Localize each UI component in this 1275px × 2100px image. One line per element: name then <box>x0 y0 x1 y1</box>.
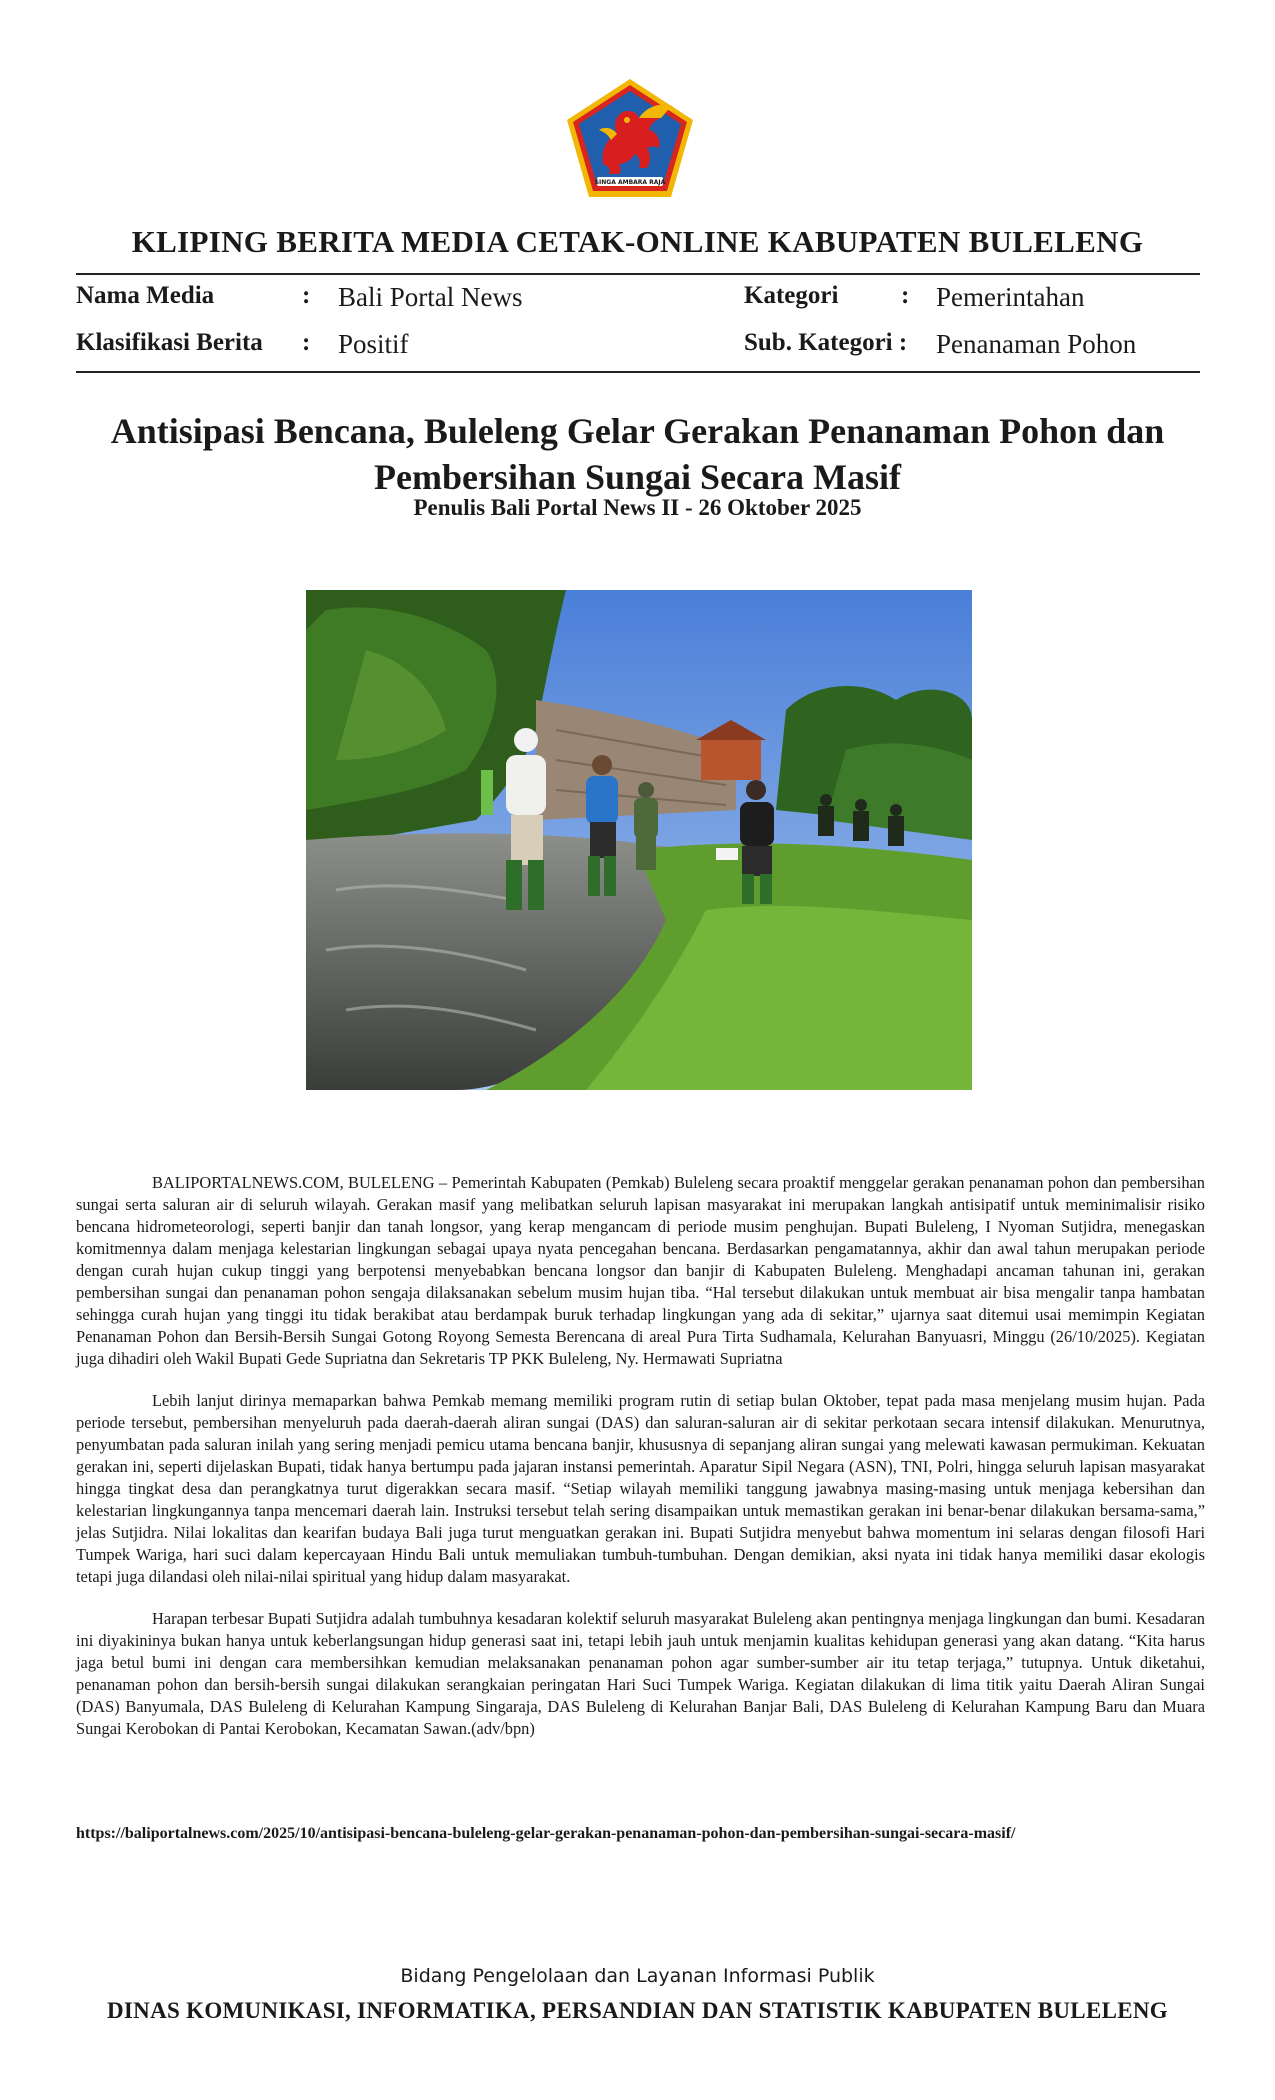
footer-subtitle: Bidang Pengelolaan dan Layanan Informasi Publik <box>400 1965 875 1987</box>
subkategori-label: Sub. Kategori : <box>744 329 908 356</box>
media-colon: : <box>302 282 311 309</box>
kategori-colon: : <box>901 282 910 309</box>
meta-row-2 <box>76 327 1200 363</box>
buleleng-emblem-icon <box>563 76 697 200</box>
article-paragraph-1: BALIPORTALNEWS.COM, BULELENG – Pemerintah Kabupaten (Pemkab) Buleleng secara proaktif menggelar gerakan penanaman pohon dan pembersihan sungai serta saluran air di seluruh wilayah. Gerakan masif yang melibatkan seluruh lapisan masyarakat ini merupakan langkah antisipatif untuk meminimalisir risiko bencana hidrometeorologi, seperti banjir dan tanah longsor, yang kerap mengancam di periode musim penghujan. Bupati Buleleng, I Nyoman Sutjidra, menegaskan komitmennya dalam menjaga kelestarian lingkungan sebagai upaya nyata pencegahan bencana. Berdasarkan pengamatannya, akhir dan awal tahun merupakan periode dengan curah hujan cukup tinggi yang berpotensi menyebabkan bencana longsor dan banjir di Kabupaten Buleleng. Menghadapi ancaman tahunan ini, gerakan pembersihan sungai dan penanaman pohon sengaja dilaksanakan sebelum musim hujan tiba. “Hal tersebut dilakukan untuk membuat air bisa mengalir tanpa hambatan sehingga curah hujan yang tinggi itu tidak berakibat atau berdampak buruk terhadap lingkungan yang ada di sekitar,” ujarnya saat ditemui usai memimpin Kegiatan Penanaman Pohon dan Bersih-Bersih Sungai Gotong Royong Semesta Berencana di areal Pura Tirta Sudhamala, Kelurahan Banyuasri, Minggu (26/10/2025). Kegiatan juga dihadiri oleh Wakil Bupati Gede Supriatna dan Sekretaris TP PKK Buleleng, Ny. Hermawati Supriatna <box>76 1173 1205 1368</box>
article-paragraph-3: Harapan terbesar Bupati Sutjidra adalah tumbuhnya kesadaran kolektif seluruh masyarakat Buleleng akan pentingnya menjaga lingkungan dan bumi. Kesadaran ini diyakininya bukan hanya untuk keberlangsungan hidup generasi saat ini, tetapi lebih jauh untuk menjamin kualitas kehidupan generasi yang akan datang. “Kita harus jaga betul bumi ini dengan cara membersihkan kemudian melaksanakan penanaman pohon agar sumber-sumber air itu tetap terjaga,” tutupnya. Untuk diketahui, penanaman pohon dan bersih-bersih sungai dilakukan serangkaian peringatan Hari Suci Tumpek Wariga. Kegiatan dilakukan di lima titik yaitu Daerah Aliran Sungai (DAS) Banyumala, DAS Buleleng di Kelurahan Kampung Singaraja, DAS Buleleng di Kelurahan Banjar Bali, DAS Buleleng di Kelurahan Kampung Baru dan Muara Sungai Kerobokan di Pantai Kerobokan, Kecamatan Sawan.(adv/bpn) <box>76 1609 1205 1738</box>
media-value: Bali Portal News <box>338 282 523 312</box>
subkategori-value: Penanaman Pohon <box>936 329 1137 359</box>
article-byline: Penulis Bali Portal News II - 26 Oktober 2025 <box>413 495 862 520</box>
meta-row-1 <box>76 280 1200 316</box>
article-headline: Antisipasi Bencana, Buleleng Gelar Gerakan Penanaman Pohon dan Pembersihan Sungai Secara Masif <box>110 411 1165 497</box>
top-divider <box>76 273 1200 275</box>
river-cleanup-photo-icon <box>306 590 972 1090</box>
article-photo <box>306 590 972 1090</box>
kliping-title: KLIPING BERITA MEDIA CETAK-ONLINE KABUPATEN BULELENG <box>131 224 1144 259</box>
buleleng-emblem-logo <box>563 76 697 200</box>
kategori-label: Kategori <box>744 282 839 309</box>
article-body <box>76 1172 1205 1760</box>
footer-agency: DINAS KOMUNIKASI, INFORMATIKA, PERSANDIAN DAN STATISTIK KABUPATEN BULELENG <box>107 1998 1168 2023</box>
emblem-motto: SINGA AMBARA RAJA <box>594 179 666 186</box>
media-label: Nama Media <box>76 282 215 309</box>
kategori-value: Pemerintahan <box>936 282 1085 312</box>
klasifikasi-label: Klasifikasi Berita <box>76 329 263 356</box>
bottom-divider <box>76 371 1200 373</box>
source-url-link[interactable]: https://baliportalnews.com/2025/10/antisipasi-bencana-buleleng-gelar-gerakan-penanaman-pohon-dan-pembersihan-sungai-secara-masif/ <box>76 1825 1016 1842</box>
article-paragraph-2: Lebih lanjut dirinya memaparkan bahwa Pemkab memang memiliki program rutin di setiap bulan Oktober, tepat pada masa menjelang musim hujan. Pada periode tersebut, pembersihan menyeluruh pada daerah-daerah aliran sungai (DAS) dan saluran-saluran air di sekitar perkotaan secara intensif dilakukan. Menurutnya, penyumbatan pada saluran inilah yang sering menjadi pemicu utama bencana banjir, khususnya di sepanjang aliran sungai yang melewati kawasan permukiman. Kekuatan gerakan ini, seperti dijelaskan Bupati, tidak hanya bertumpu pada jajaran instansi pemerintah. Aparatur Sipil Negara (ASN), TNI, Polri, hingga seluruh lapisan masyarakat hingga tingkat desa dan perangkatnya turut digerakkan secara masif. “Setiap wilayah memiliki tanggung jawabnya masing-masing untuk menjaga kebersihan dan kelestarian lingkungannya tanpa mencemari daerah lain. Instruksi tersebut telah sering disampaikan untuk memastikan gerakan ini benar-benar dilakukan bersama-sama,” jelas Sutjidra. Nilai lokalitas dan kearifan budaya Bali juga turut menguatkan gerakan ini. Bupati Sutjidra menyebut bahwa momentum ini selaras dengan filosofi Hari Tumpek Wariga, hari suci dalam kepercayaan Hindu Bali untuk memuliakan tumbuh-tumbuhan. Dengan demikian, aksi nyata ini tidak hanya memiliki dasar ekologis tetapi juga dilandasi oleh nilai-nilai spiritual yang hidup dalam masyarakat. <box>76 1391 1205 1586</box>
klasifikasi-colon: : <box>302 329 311 356</box>
klasifikasi-value: Positif <box>338 329 409 359</box>
